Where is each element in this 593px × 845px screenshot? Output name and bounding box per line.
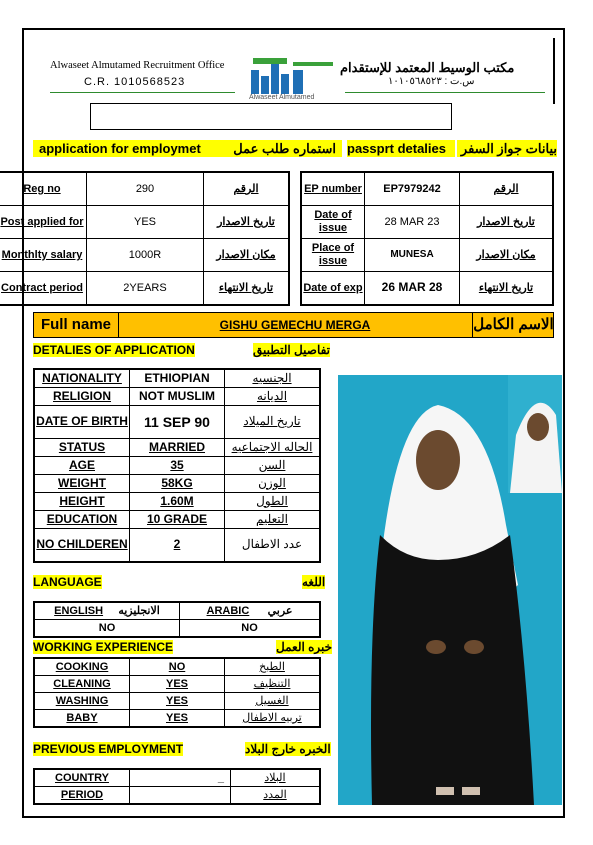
passport-title-en: passprt detalies xyxy=(347,140,455,157)
dob-label-ar: تاريخ الميلاد xyxy=(225,406,321,439)
education-value: 10 GRADE xyxy=(130,511,225,529)
experience-title-en: WORKING EXPERIENCE xyxy=(33,640,174,654)
cleaning-label: CLEANING xyxy=(34,676,130,693)
issue-place-label-ar: مكان الاصدار xyxy=(460,239,554,272)
nationality-label-ar: الجنسيه xyxy=(225,369,321,388)
children-label-ar: عدد الاطفال xyxy=(225,529,321,563)
english-value: NO xyxy=(34,620,180,638)
period-label: PERIOD xyxy=(34,787,130,805)
table-row xyxy=(0,272,289,306)
education-label: EDUCATION xyxy=(34,511,130,529)
cooking-value: NO xyxy=(130,658,225,676)
table-row xyxy=(0,206,289,239)
office-cr-en: C.R. 1010568523 xyxy=(84,76,186,88)
washing-value: YES xyxy=(130,693,225,710)
height-label-ar: الطول xyxy=(225,493,321,511)
table-row xyxy=(301,172,553,206)
previous-title-en: PREVIOUS EMPLOYMENT xyxy=(33,742,184,756)
table-row xyxy=(34,620,320,638)
ep-value: EP7979242 xyxy=(365,172,460,206)
contract-value: 2YEARS xyxy=(87,272,204,306)
education-label-ar: التعليم xyxy=(225,511,321,529)
english-cell xyxy=(34,602,180,620)
table-row xyxy=(301,272,553,306)
blank-box xyxy=(90,103,452,130)
salary-label-ar: مكان الاصدار xyxy=(204,239,290,272)
header-line-left xyxy=(50,92,235,93)
contract-label: Contract period xyxy=(0,272,87,306)
weight-label: WEIGHT xyxy=(34,475,130,493)
country-value: _ xyxy=(130,769,231,787)
experience-table xyxy=(33,657,321,728)
reg-value: 290 xyxy=(87,172,204,206)
cleaning-label-ar: التنظيف xyxy=(225,676,321,693)
country-label-ar: البلاد xyxy=(231,769,321,787)
table-row xyxy=(34,787,320,805)
office-name-en: Alwaseet Almutamed Recruitment Office xyxy=(50,60,225,71)
issue-date-value: 28 MAR 23 xyxy=(365,206,460,239)
table-row xyxy=(34,710,320,728)
dob-label: DATE OF BIRTH xyxy=(34,406,130,439)
english-label: ENGLISH xyxy=(54,604,104,617)
fullname-value: GISHU GEMECHU MERGA xyxy=(219,318,371,332)
height-value: 1.60M xyxy=(130,493,225,511)
issue-place-value: MUNESA xyxy=(365,239,460,272)
application-title xyxy=(33,140,342,157)
application-title-ar: استماره طلب عمل xyxy=(233,140,336,156)
cooking-label: COOKING xyxy=(34,658,130,676)
passport-table xyxy=(300,171,554,306)
reg-table xyxy=(0,171,290,306)
experience-title-ar: خبره العمل xyxy=(276,640,333,654)
application-title-en: application for employmet xyxy=(39,141,201,156)
post-label-ar: تاريخ الاصدار xyxy=(204,206,290,239)
arabic-label-ar: عربي xyxy=(267,604,293,617)
cleaning-value: YES xyxy=(130,676,225,693)
baby-label: BABY xyxy=(34,710,130,728)
table-row xyxy=(301,239,553,272)
exp-label: Date of exp xyxy=(301,272,365,306)
post-value: YES xyxy=(87,206,204,239)
office-cr-ar: س.ت : ١٠١٠٥٦٨٥٢٣ xyxy=(388,76,475,87)
height-label: HEIGHT xyxy=(34,493,130,511)
fullname-label: Full name xyxy=(34,313,119,337)
table-row xyxy=(34,388,320,406)
applicant-photo xyxy=(338,375,562,805)
salary-value: 1000R xyxy=(87,239,204,272)
language-title-en: LANGUAGE xyxy=(33,575,102,589)
table-row xyxy=(34,769,320,787)
table-row xyxy=(34,439,320,457)
table-row xyxy=(34,602,320,620)
children-value: 2 xyxy=(130,529,225,563)
issue-place-label: Place of issue xyxy=(301,239,365,272)
nationality-label: NATIONALITY xyxy=(34,369,130,388)
period-value xyxy=(130,787,231,805)
english-label-ar: الانجليزيه xyxy=(118,604,160,617)
nationality-value: ETHIOPIAN xyxy=(130,369,225,388)
ep-label: EP number xyxy=(301,172,365,206)
status-label-ar: الحاله الاجتماعيه xyxy=(225,439,321,457)
baby-value: YES xyxy=(130,710,225,728)
religion-label: RELIGION xyxy=(34,388,130,406)
details-table xyxy=(33,368,321,563)
table-row xyxy=(34,693,320,710)
washing-label-ar: الغسيل xyxy=(225,693,321,710)
table-row xyxy=(34,475,320,493)
table-row xyxy=(0,239,289,272)
office-name-ar: مكتب الوسيط المعتمد للإستقدام xyxy=(340,60,515,75)
details-title-en: DETALIES OF APPLICATION xyxy=(33,343,195,357)
details-title-ar: تفاصيل التطبيق xyxy=(253,343,331,357)
language-table xyxy=(33,601,321,638)
ep-label-ar: الرقم xyxy=(460,172,554,206)
issue-date-label: Date of issue xyxy=(301,206,365,239)
arabic-value: NO xyxy=(180,620,321,638)
table-row xyxy=(34,658,320,676)
table-row xyxy=(34,369,320,388)
table-row xyxy=(0,172,289,206)
fullname-bar xyxy=(33,312,554,338)
header-line-right xyxy=(345,92,545,93)
logo-subtitle: Alwaseet Almutamed xyxy=(249,94,315,101)
table-row xyxy=(34,676,320,693)
washing-label: WASHING xyxy=(34,693,130,710)
age-label-ar: السن xyxy=(225,457,321,475)
baby-label-ar: تربيه الاطفال xyxy=(225,710,321,728)
table-row xyxy=(301,206,553,239)
issue-date-label-ar: تاريخ الاصدار xyxy=(460,206,554,239)
period-label-ar: المدد xyxy=(231,787,321,805)
previous-title-ar: الخبره خارج البلاد xyxy=(245,742,331,756)
dob-value: 11 SEP 90 xyxy=(130,406,225,439)
header-divider xyxy=(553,38,555,104)
salary-label: Monthlty salary xyxy=(0,239,87,272)
contract-label-ar: تاريخ الانتهاء xyxy=(204,272,290,306)
cooking-label-ar: الطبخ xyxy=(225,658,321,676)
religion-value: NOT MUSLIM xyxy=(130,388,225,406)
country-label: COUNTRY xyxy=(34,769,130,787)
exp-value: 26 MAR 28 xyxy=(365,272,460,306)
children-label: NO CHILDEREN xyxy=(34,529,130,563)
weight-label-ar: الوزن xyxy=(225,475,321,493)
table-row xyxy=(34,493,320,511)
arabic-cell xyxy=(180,602,321,620)
age-value: 35 xyxy=(130,457,225,475)
table-row xyxy=(34,406,320,439)
religion-label-ar: الديانه xyxy=(225,388,321,406)
table-row xyxy=(34,457,320,475)
table-row xyxy=(34,529,320,563)
passport-title-ar: بيانات جواز السفر xyxy=(457,140,557,157)
reg-label-ar: الرقم xyxy=(204,172,290,206)
language-title-ar: اللغه xyxy=(302,575,326,589)
status-label: STATUS xyxy=(34,439,130,457)
status-value: MARRIED xyxy=(130,439,225,457)
age-label: AGE xyxy=(34,457,130,475)
weight-value: 58KG xyxy=(130,475,225,493)
reg-label: Reg no xyxy=(0,172,87,206)
previous-table xyxy=(33,768,321,805)
exp-label-ar: تاريخ الانتهاء xyxy=(460,272,554,306)
post-label: Post applied for xyxy=(0,206,87,239)
arabic-label: ARABIC xyxy=(206,604,250,617)
table-row xyxy=(34,511,320,529)
fullname-label-ar: الاسم الكامل xyxy=(472,313,554,337)
